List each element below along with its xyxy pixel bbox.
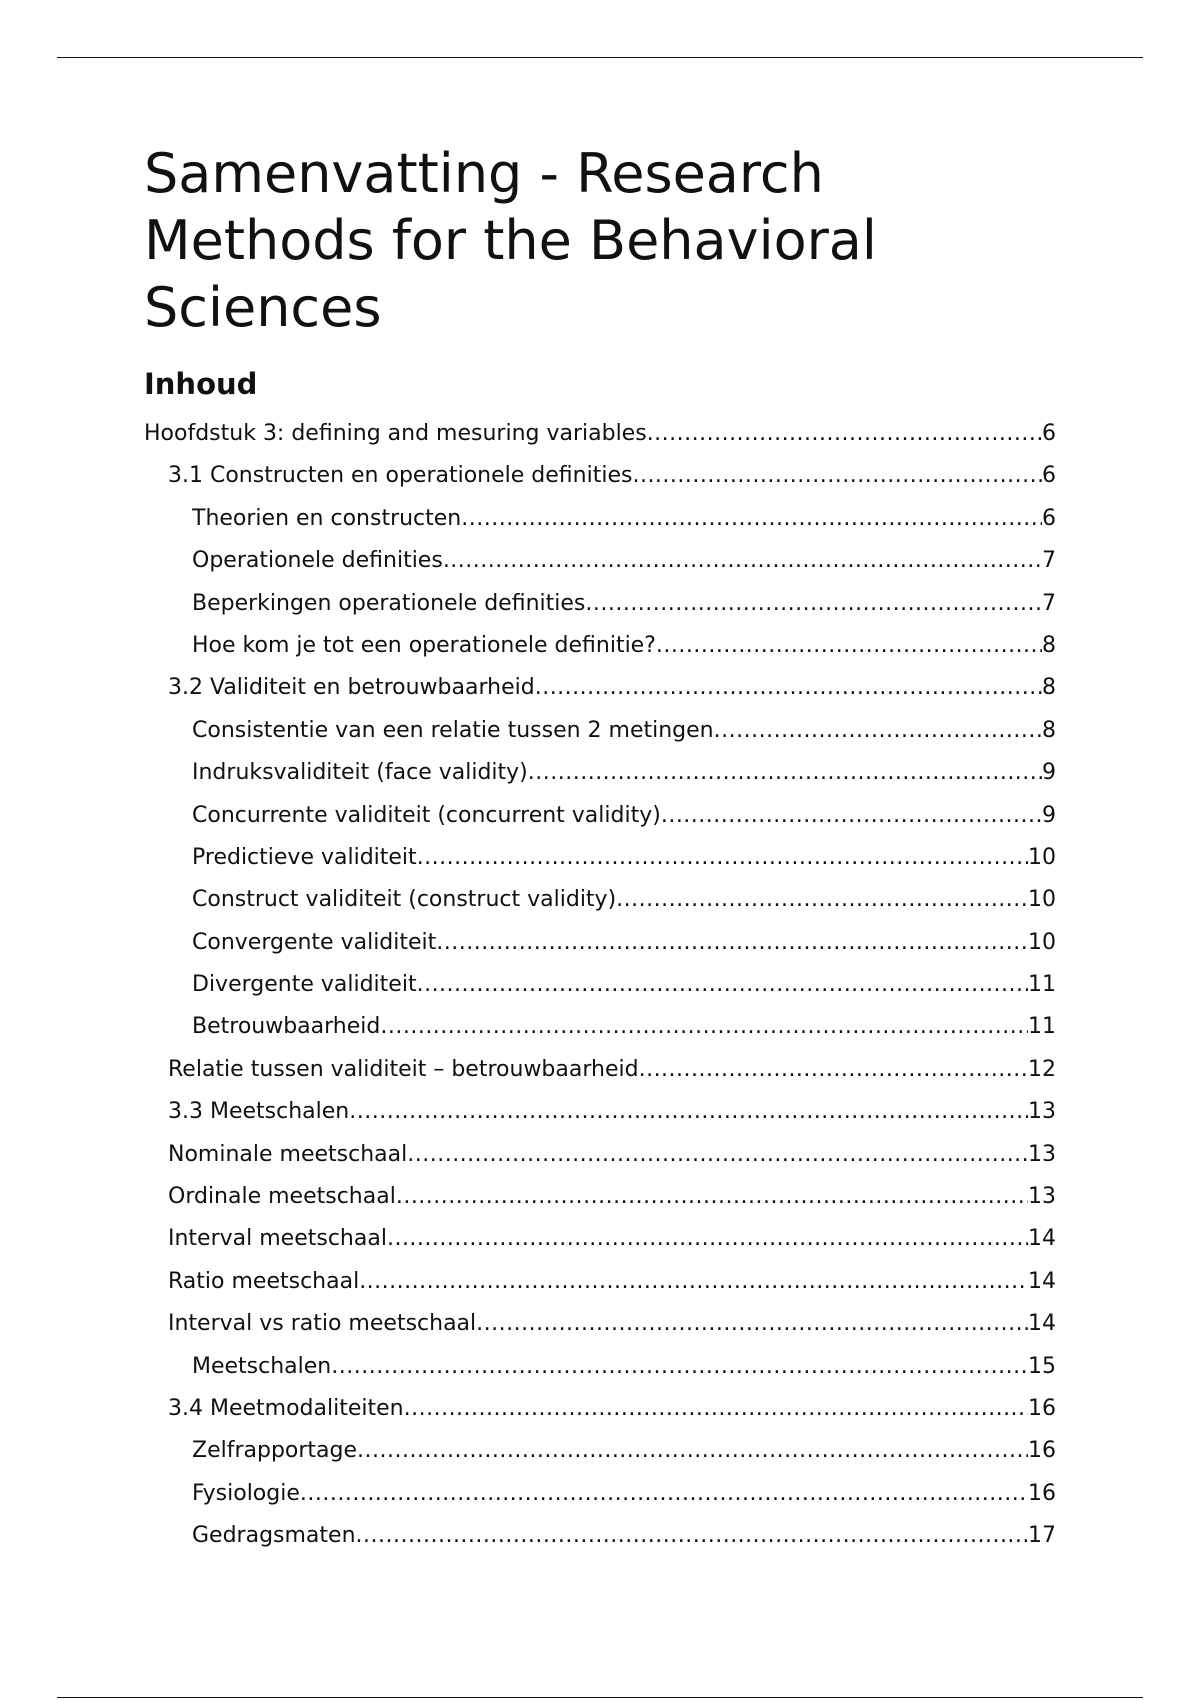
toc-entry-label: Interval meetschaal xyxy=(168,1226,387,1252)
toc-entry-label: Consistentie van een relatie tussen 2 metingen xyxy=(192,717,714,743)
toc-page-number: 6 xyxy=(1042,505,1056,531)
toc-entry[interactable] xyxy=(0,1049,1200,1091)
toc-page-number: 8 xyxy=(1042,632,1056,658)
toc-page-number: 16 xyxy=(1028,1480,1056,1506)
toc-page-number: 16 xyxy=(1028,1395,1056,1421)
toc-entry-label: Operationele definities xyxy=(192,548,443,574)
toc-dot-leader xyxy=(639,1049,1028,1091)
toc-entry-label: Meetschalen xyxy=(192,1353,332,1379)
toc-entry[interactable] xyxy=(0,455,1200,497)
toc-entry-label: 3.4 Meetmodaliteiten xyxy=(168,1395,404,1421)
toc-entry-label: Theorien en constructen xyxy=(192,505,462,531)
toc-entry[interactable] xyxy=(0,1303,1200,1345)
toc-page-number: 11 xyxy=(1028,1014,1056,1040)
toc-entry[interactable] xyxy=(0,837,1200,879)
toc-heading: Inhoud xyxy=(144,367,258,401)
toc-page-number: 14 xyxy=(1028,1268,1056,1294)
toc-dot-leader xyxy=(356,1515,1028,1557)
toc-entry[interactable] xyxy=(0,879,1200,921)
toc-entry[interactable] xyxy=(0,1134,1200,1176)
toc-dot-leader xyxy=(396,1176,1028,1218)
toc-entry-label: Divergente validiteit xyxy=(192,972,417,998)
toc-entry-label: Hoe kom je tot een operationele definitie? xyxy=(192,632,656,658)
toc-entry[interactable] xyxy=(0,710,1200,752)
toc-entry[interactable] xyxy=(0,625,1200,667)
toc-page-number: 14 xyxy=(1028,1226,1056,1252)
toc-entry[interactable] xyxy=(0,583,1200,625)
toc-page-number: 13 xyxy=(1028,1141,1056,1167)
toc-entry[interactable] xyxy=(0,1218,1200,1260)
table-of-contents xyxy=(0,413,1200,1558)
toc-entry-label: Indruksvaliditeit (face validity) xyxy=(192,760,528,786)
toc-entry[interactable] xyxy=(0,964,1200,1006)
page-bottom-rule xyxy=(57,1697,1143,1698)
toc-entry-label: Predictieve validiteit xyxy=(192,844,417,870)
toc-page-number: 10 xyxy=(1028,929,1056,955)
toc-page-number: 13 xyxy=(1028,1099,1056,1125)
toc-page-number: 10 xyxy=(1028,887,1056,913)
toc-entry-label: 3.3 Meetschalen xyxy=(168,1099,350,1125)
toc-dot-leader xyxy=(417,964,1028,1006)
toc-entry[interactable] xyxy=(0,1261,1200,1303)
toc-page-number: 8 xyxy=(1042,717,1056,743)
toc-dot-leader xyxy=(661,795,1042,837)
toc-page-number: 15 xyxy=(1028,1353,1056,1379)
toc-dot-leader xyxy=(331,1346,1028,1388)
toc-entry[interactable] xyxy=(0,1430,1200,1472)
toc-dot-leader xyxy=(380,1006,1028,1048)
toc-page-number: 9 xyxy=(1042,802,1056,828)
toc-entry-label: Beperkingen operationele definities xyxy=(192,590,586,616)
toc-entry-label: 3.1 Constructen en operationele definities xyxy=(168,463,633,489)
toc-page-number: 8 xyxy=(1042,675,1056,701)
toc-entry-label: Fysiologie xyxy=(192,1480,300,1506)
toc-entry-label: Betrouwbaarheid xyxy=(192,1014,381,1040)
toc-page-number: 17 xyxy=(1028,1523,1056,1549)
toc-entry[interactable] xyxy=(0,498,1200,540)
toc-entry[interactable] xyxy=(0,795,1200,837)
toc-page-number: 16 xyxy=(1028,1438,1056,1464)
toc-dot-leader xyxy=(387,1218,1028,1260)
toc-dot-leader xyxy=(616,879,1028,921)
toc-page-number: 7 xyxy=(1042,590,1056,616)
toc-dot-leader xyxy=(585,583,1042,625)
toc-dot-leader xyxy=(476,1303,1028,1345)
toc-entry-label: Zelfrapportage xyxy=(192,1438,358,1464)
toc-entry[interactable] xyxy=(0,1006,1200,1048)
toc-dot-leader xyxy=(461,498,1042,540)
toc-entry[interactable] xyxy=(0,667,1200,709)
toc-entry[interactable] xyxy=(0,1388,1200,1430)
toc-dot-leader xyxy=(357,1430,1028,1472)
toc-page-number: 10 xyxy=(1028,844,1056,870)
toc-dot-leader xyxy=(443,540,1042,582)
toc-entry[interactable] xyxy=(0,922,1200,964)
toc-entry-label: Hoofdstuk 3: defining and mesuring variables xyxy=(144,421,647,446)
toc-page-number: 6 xyxy=(1042,421,1056,446)
toc-entry-label: Interval vs ratio meetschaal xyxy=(168,1311,477,1337)
toc-dot-leader xyxy=(647,413,1042,455)
toc-page-number: 14 xyxy=(1028,1311,1056,1337)
toc-entry-label: Ratio meetschaal xyxy=(168,1268,360,1294)
toc-entry[interactable] xyxy=(0,1473,1200,1515)
toc-entry-label: 3.2 Validiteit en betrouwbaarheid xyxy=(168,675,535,701)
toc-entry[interactable] xyxy=(0,1176,1200,1218)
toc-entry-label: Construct validiteit (construct validity) xyxy=(192,887,617,913)
toc-dot-leader xyxy=(632,455,1042,497)
page-top-rule xyxy=(57,57,1143,58)
toc-page-number: 7 xyxy=(1042,548,1056,574)
toc-entry[interactable] xyxy=(0,540,1200,582)
toc-dot-leader xyxy=(436,922,1028,964)
toc-dot-leader xyxy=(535,667,1042,709)
toc-entry[interactable] xyxy=(0,413,1200,455)
toc-entry-label: Nominale meetschaal xyxy=(168,1141,408,1167)
toc-page-number: 6 xyxy=(1042,463,1056,489)
toc-entry[interactable] xyxy=(0,1515,1200,1557)
toc-entry-label: Gedragsmaten xyxy=(192,1523,356,1549)
toc-dot-leader xyxy=(407,1134,1028,1176)
toc-dot-leader xyxy=(656,625,1042,667)
toc-entry-label: Concurrente validiteit (concurrent validity) xyxy=(192,802,661,828)
toc-entry-label: Ordinale meetschaal xyxy=(168,1184,396,1210)
toc-entry[interactable] xyxy=(0,1091,1200,1133)
toc-dot-leader xyxy=(359,1261,1028,1303)
document-title: Samenvatting - Research Methods for the Behavioral Sciences xyxy=(144,142,877,339)
toc-entry-label: Convergente validiteit xyxy=(192,929,437,955)
toc-entry[interactable] xyxy=(0,1346,1200,1388)
toc-entry-label: Relatie tussen validiteit – betrouwbaarheid xyxy=(168,1056,639,1082)
toc-dot-leader xyxy=(404,1388,1028,1430)
toc-page-number: 12 xyxy=(1028,1056,1056,1082)
toc-dot-leader xyxy=(300,1473,1028,1515)
toc-dot-leader xyxy=(349,1091,1028,1133)
toc-page-number: 9 xyxy=(1042,760,1056,786)
toc-dot-leader xyxy=(417,837,1028,879)
toc-entry[interactable] xyxy=(0,752,1200,794)
toc-page-number: 13 xyxy=(1028,1184,1056,1210)
toc-page-number: 11 xyxy=(1028,972,1056,998)
toc-dot-leader xyxy=(714,710,1042,752)
toc-dot-leader xyxy=(528,752,1042,794)
